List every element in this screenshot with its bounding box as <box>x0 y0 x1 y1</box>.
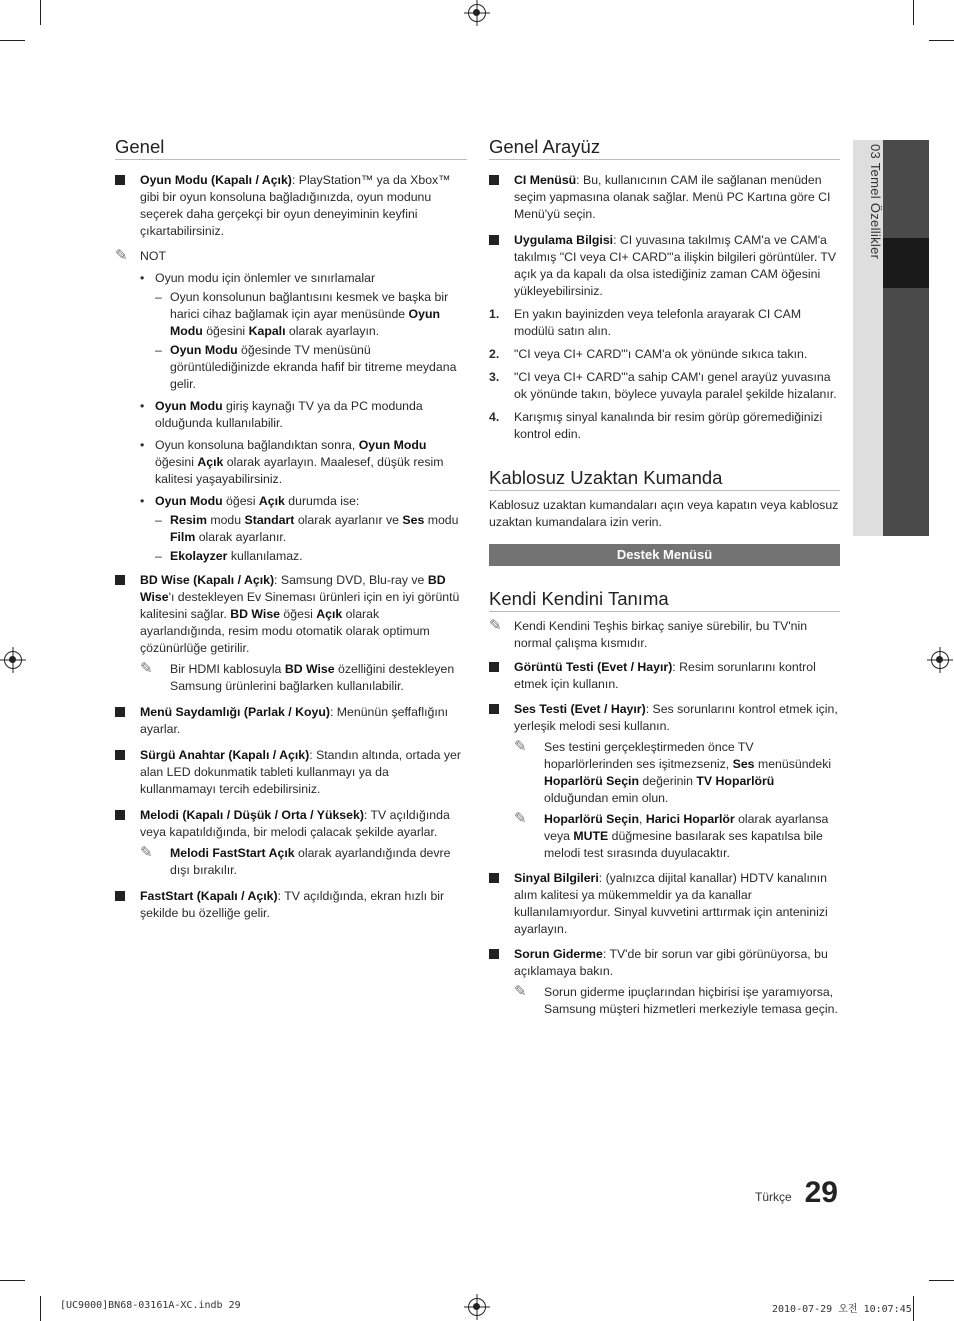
note-sound-test: ✎ Hoparlörü Seçin, Harici Hoparlör olarak ayarlansa veya MUTE düğmesine basılarak ses kapatılsa bile melodi test sırasında duyulacaktır. <box>514 810 829 860</box>
registration-mark-icon <box>468 1298 486 1316</box>
note-pencil-icon: ✎ <box>140 844 153 861</box>
list-item-faststart: FastStart (Kapalı / Açık): TV açıldığında, ekran hızlı bir şekilde bu özelliğe gelir. <box>115 888 467 922</box>
crop-mark <box>0 1280 25 1281</box>
note-pencil-icon: ✎ <box>140 660 153 677</box>
side-tab-marker <box>883 238 929 288</box>
note-dash-item: – Oyun konsolunun bağlantısını kesmek ve başka bir harici cihaz bağlamak için ayar menüsünde Oyun Modu öğesini Kapalı olarak ayarlayın. <box>115 289 467 340</box>
step-item: 4. Karışmış sinyal kanalında bir resim görüp göremediğinizi kontrol edin. <box>489 410 823 441</box>
note-sound-test: ✎ Ses testini gerçekleştirmeden önce TV hoparlörlerinden ses işitmezseniz, Ses menüsündeki Hoparlörü Seçin değerinin TV Hoparlörü olduğundan emin olun. <box>514 738 832 805</box>
step-item: 3. "CI veya CI+ CARD"'a sahip CAM'ı genel arayüz yuvasına ok yönünde takın, böylece yuvayla paralel şekilde hizalanır. <box>489 370 837 401</box>
registration-mark-icon <box>931 651 949 669</box>
note-dash-item: – Oyun Modu öğesinde TV menüsünü görüntülediğinizde ekranda hafif bir titreme meydana gelir. <box>115 342 467 393</box>
note-troubleshooting: ✎ Sorun giderme ipuçlarından hiçbirisi işe yaramıyorsa, Samsung müşteri hizmetleri merkeziyle temasa geçin. <box>514 983 838 1016</box>
crop-mark <box>929 40 954 41</box>
crop-mark <box>913 1296 914 1321</box>
list-item-bd-wise: BD Wise (Kapalı / Açık): Samsung DVD, Blu-ray ve BD Wise'ı destekleyen Ev Sineması ürünleri için en iyi görüntü kalitesini sağlar. BD Wise öğesi Açık olarak ayarlandığında, resim modu otomatik olarak optimum çözünürlüğe getirilir. <box>115 572 467 657</box>
remote-description: Kablosuz uzaktan kumandaları açın veya kapatın veya kablosuz uzaktan kumandalara izin verin. <box>489 498 839 529</box>
right-column <box>489 138 840 1018</box>
registration-mark-icon <box>4 651 22 669</box>
section-title-self-diagnosis: Kendi Kendini Tanıma <box>489 590 840 612</box>
left-column <box>115 138 467 922</box>
list-item-signal-info: Sinyal Bilgileri: (yalnızca dijital kanallar) HDTV kanalının alım kalitesi ya mükemmeldir ya da kanallar kullanılamıyordur. Sinyal kuvvetini arttırmak için anteninizi ayarlayın. <box>489 870 840 938</box>
print-date-info: 2010-07-29 오전 10:07:45 <box>772 1304 912 1315</box>
list-item-sound-test: Ses Testi (Evet / Hayır): Ses sorunlarını kontrol etmek için, yerleşik melodi sesi kullanın. <box>489 701 840 735</box>
note-pencil-icon: ✎ <box>514 810 527 827</box>
page-number: 29 <box>804 1176 838 1209</box>
crop-mark <box>913 0 914 25</box>
support-menu-bar: Destek Menüsü <box>489 544 840 566</box>
note-pencil-icon: ✎ <box>115 247 128 264</box>
section-title-genel: Genel <box>115 138 467 160</box>
list-item-troubleshooting: Sorun Giderme: TV'de bir sorun var gibi görünüyorsa, bu açıklamaya bakın. <box>489 946 840 980</box>
list-item-menu-transparency: Menü Saydamlığı (Parlak / Koyu): Menünün şeffaflığını ayarlar. <box>115 704 467 738</box>
print-file-info: [UC9000]BN68-03161A-XC.indb 29 <box>60 1300 241 1311</box>
note-pencil-icon: ✎ <box>489 617 502 634</box>
note-header: ✎ NOT <box>115 247 166 264</box>
crop-mark <box>40 1296 41 1321</box>
list-item-ci-menu: CI Menüsü: Bu, kullanıcının CAM ile sağlanan menüden seçim yapmasına olanak sağlar. Menü PC Kartına göre CI Menü'yü seçin. <box>489 172 840 223</box>
list-item-game-mode: Oyun Modu (Kapalı / Açık): PlayStation™ ya da Xbox™ gibi bir oyun konsoluna bağladığınızda, oyun modunu seçerek daha gerçekçi bir oyun deneyiminin keyfini çıkartabilirsiniz. <box>115 172 467 240</box>
list-item-picture-test: Görüntü Testi (Evet / Hayır): Resim sorunlarını kontrol etmek için kullanın. <box>489 659 840 693</box>
note-self-diagnosis: ✎ Kendi Kendini Teşhis birkaç saniye sürebilir, bu TV'nin normal çalışma kısmıdır. <box>489 617 808 650</box>
section-title-wireless-remote: Kablosuz Uzaktan Kumanda <box>489 469 840 491</box>
step-item: 2. "CI veya CI+ CARD"'ı CAM'a ok yönünde sıkıca takın. <box>489 347 808 361</box>
list-item-app-info: Uygulama Bilgisi: CI yuvasına takılmış CAM'a ve CAM'a takılmış "CI veya CI+ CARD"'a ilişkin bilgileri görüntüler. TV açık ya da kapalı da olsa istediğiniz zaman CAM öğesini yükleyebilirsiniz. <box>489 232 840 300</box>
language-label: Türkçe <box>755 1190 792 1204</box>
registration-mark-icon <box>468 4 486 22</box>
list-item-melody: Melodi (Kapalı / Düşük / Orta / Yüksek): TV açıldığında veya kapatıldığında, bir melodi çalacak şekilde ayarlar. <box>115 807 467 841</box>
note-pencil-icon: ✎ <box>514 738 527 755</box>
note-bullet: • Oyun modu için önlemler ve sınırlamalar <box>115 270 467 287</box>
note-bd-wise: ✎ Bir HDMI kablosuyla BD Wise özelliğini destekleyen Samsung ürünlerini bağlarken kullanılabilir. <box>140 660 455 693</box>
note-melody: ✎ Melodi FastStart Açık olarak ayarlandığında devre dışı bırakılır. <box>140 844 451 877</box>
note-bullet: • Oyun Modu giriş kaynağı TV ya da PC modunda olduğunda kullanılabilir. <box>115 398 467 432</box>
note-bullet: • Oyun Modu öğesi Açık durumda ise: <box>115 493 467 510</box>
note-dash-item: – Resim modu Standart olarak ayarlanır ve Ses modu Film olarak ayarlanır. <box>115 512 467 546</box>
note-dash-item: – Ekolayzer kullanılamaz. <box>115 548 467 565</box>
section-title-common-interface: Genel Arayüz <box>489 138 840 160</box>
crop-mark <box>929 1280 954 1281</box>
step-item: 1. En yakın bayinizden veya telefonla arayarak CI CAM modülü satın alın. <box>489 307 802 338</box>
crop-mark <box>0 40 25 41</box>
note-pencil-icon: ✎ <box>514 983 527 1000</box>
list-item-slider-key: Sürgü Anahtar (Kapalı / Açık): Standın altında, ortada yer alan LED dokunmatik tableti kullanmayı ya da kullanmamayı tercih edebilirsiniz. <box>115 747 467 798</box>
side-tab-band <box>883 140 929 536</box>
note-bullet: • Oyun konsoluna bağlandıktan sonra, Oyun Modu öğesini Açık olarak ayarlayın. Maalesef, düşük resim kalitesi yaşayabilirsiniz. <box>115 437 467 488</box>
side-tab-label: 03 Temel Özellikler <box>868 144 883 260</box>
crop-mark <box>40 0 41 25</box>
